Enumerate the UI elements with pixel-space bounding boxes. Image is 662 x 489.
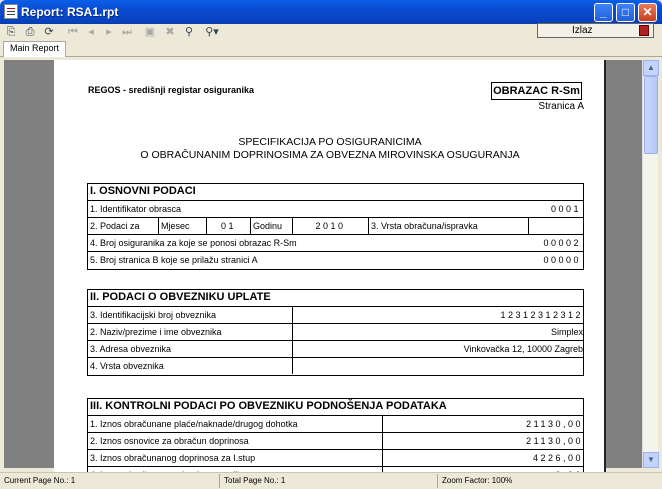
report-title-line2: O OBRAČUNANIM DOPRINOSIMA ZA OBVEZNA MIROVINSKA OSUGURANJA [140, 149, 520, 161]
page-indicator: Stranica A [538, 101, 584, 112]
first-page-icon[interactable]: ⏮ [68, 26, 78, 38]
report-title-line1: SPECIFIKACIJA PO OSIGURANICIMA [238, 136, 422, 148]
report-viewer[interactable] [4, 60, 642, 468]
row-value: Vinkovačka 12, 10000 Zagreb [292, 341, 585, 357]
row-label: 1. Identifikator obrasca [90, 204, 182, 214]
year-value: 2010 [292, 218, 368, 234]
goto-page-icon[interactable]: ▣ [144, 26, 156, 38]
row-value: 4226,00 [382, 450, 585, 466]
table-row [88, 201, 583, 218]
stop-icon[interactable]: ✖ [165, 26, 175, 38]
refresh-icon[interactable]: ⟳ [44, 26, 54, 38]
row-label: 1. Iznos obračunane plaće/naknade/drugog dohotka [90, 419, 298, 429]
row-value: 21130,00 [382, 433, 585, 449]
table-row [88, 252, 583, 269]
section-heading: II. PODACI O OBVEZNIKU UPLATE [88, 290, 583, 307]
print-icon[interactable]: ⎙ [25, 26, 35, 38]
table-row [88, 358, 583, 375]
total-page-status: Total Page No.: 1 [224, 476, 286, 485]
table-row [88, 307, 583, 324]
month-label: Mjesec [158, 218, 206, 234]
row-value: Simplex [292, 324, 585, 340]
zoom-icon[interactable]: ⚲▾ [205, 26, 219, 38]
row-value: 0001 [550, 204, 581, 214]
report-page [54, 60, 606, 480]
previous-page-icon[interactable]: ◂ [88, 26, 94, 38]
table-row [88, 433, 583, 450]
row-label: 4. Vrsta obveznika [90, 361, 164, 371]
export-icon[interactable]: ⎘ [6, 26, 16, 38]
exit-button[interactable] [537, 23, 654, 38]
search-icon[interactable]: ⚲ [184, 26, 194, 38]
section-payer-data [87, 289, 584, 376]
table-row [88, 416, 583, 433]
status-divider [219, 474, 220, 488]
next-page-icon[interactable]: ▸ [106, 26, 112, 38]
tab-main-report[interactable]: Main Report [3, 41, 66, 57]
row-value: 00002 [543, 238, 581, 248]
year-label: Godinu [250, 218, 292, 234]
minimize-button[interactable]: _ [594, 3, 613, 22]
row-value [292, 358, 585, 374]
table-row [88, 324, 583, 341]
current-page-status: Current Page No.: 1 [4, 476, 76, 485]
section-heading: I. OSNOVNI PODACI [88, 184, 583, 201]
row-value: 21130,00 [382, 416, 585, 432]
tab-strip [0, 40, 662, 57]
close-button[interactable]: ✕ [638, 3, 657, 22]
maximize-button[interactable]: □ [616, 3, 635, 22]
month-value: 01 [206, 218, 250, 234]
title-bar [0, 0, 662, 24]
exit-button-label: Izlaz [572, 25, 593, 36]
form-name: OBRAZAC R-Sm [491, 82, 582, 100]
row-value: 12312312312 [292, 307, 585, 323]
row-label: 2. Naziv/prezime i ime obveznika [90, 327, 222, 337]
row-label: 4. Broj osiguranika za koje se ponosi obrazac R-Sm [90, 238, 297, 248]
row-label: 2. Podaci za [90, 221, 140, 231]
table-row [88, 341, 583, 358]
report-app-icon [4, 4, 18, 19]
table-row [88, 450, 583, 467]
last-page-icon[interactable]: ⏭ [122, 26, 132, 38]
scroll-down-icon[interactable]: ▼ [643, 452, 659, 468]
row-label: 3. Identifikacijski broj obveznika [90, 310, 217, 320]
row-label: 3. Iznos obračunanog doprinosa za I.stup [90, 453, 256, 463]
row-value: 00000 [543, 255, 581, 265]
vertical-scrollbar[interactable] [642, 60, 658, 468]
zoom-status: Zoom Factor: 100% [442, 476, 513, 485]
calc-type-label: 3. Vrsta obračuna/ispravka [368, 218, 528, 234]
scrollbar-thumb[interactable] [644, 76, 658, 154]
section-heading: III. KONTROLNI PODACI PO OBVEZNIKU PODNOŠENJA PODATAKA [88, 399, 583, 416]
row-label: 2. Iznos osnovice za obračun doprinosa [90, 436, 249, 446]
calc-type-value [528, 218, 585, 234]
exit-door-icon [639, 25, 649, 36]
section-basic-data [87, 183, 584, 270]
window-title: Report: RSA1.rpt [21, 5, 119, 19]
table-row [88, 218, 583, 235]
status-divider [437, 474, 438, 488]
scroll-up-icon[interactable]: ▲ [643, 60, 659, 76]
row-label: 5. Broj stranica B koje se prilažu stranici A [90, 255, 258, 265]
status-bar [0, 472, 662, 489]
organization-name: REGOS - središnji registar osiguranika [88, 85, 255, 95]
table-row [88, 235, 583, 252]
row-label: 3. Adresa obveznika [90, 344, 172, 354]
